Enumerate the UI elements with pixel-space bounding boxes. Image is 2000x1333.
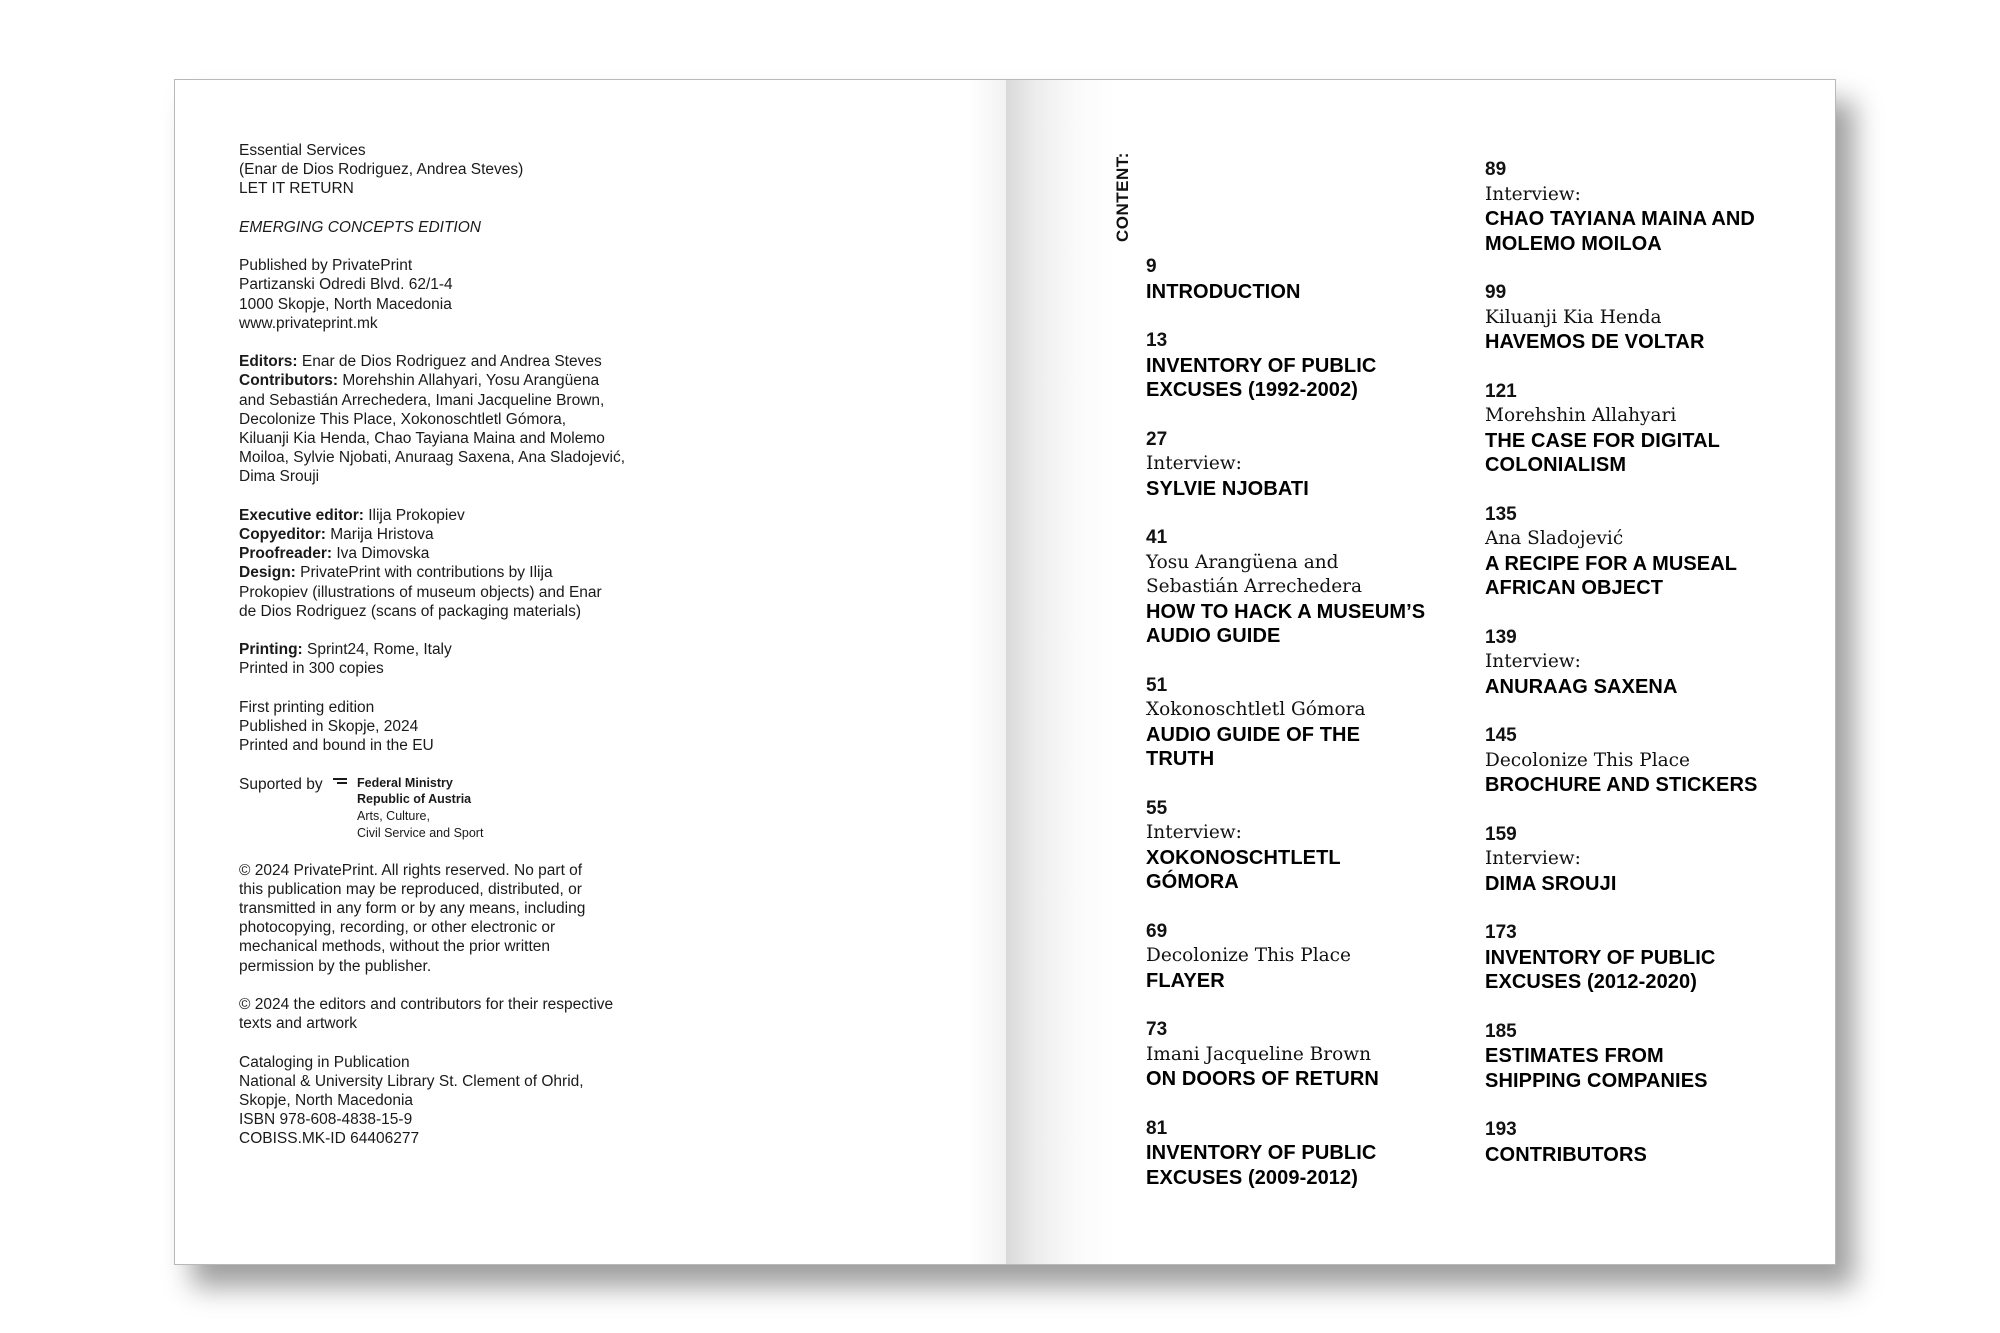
toc-title <box>1485 330 1815 355</box>
toc-title <box>1485 429 1815 478</box>
toc-title-line: INVENTORY OF PUBLIC <box>1146 1142 1377 1164</box>
copyeditor-line <box>239 525 759 544</box>
toc-title-line: THE CASE FOR DIGITAL <box>1485 429 1720 452</box>
toc-page-number: 69 <box>1146 920 1168 942</box>
toc-title-line: HOW TO HACK A MUSEUM’S <box>1146 600 1426 623</box>
publisher-website: www.privateprint.mk <box>239 314 378 332</box>
edition-block <box>239 218 759 237</box>
toc-page-number: 73 <box>1146 1019 1168 1040</box>
toc-author: Ana Sladojević <box>1485 528 1624 549</box>
toc-title-line: BROCHURE AND STICKERS <box>1485 774 1758 796</box>
toc-title-line: EXCUSES (1992-2002) <box>1146 379 1359 401</box>
ministry-department: Arts, Culture, <box>357 809 430 824</box>
proofreader-label: Proofreader: <box>239 545 333 563</box>
toc-title-line: A RECIPE FOR A MUSEAL <box>1485 552 1738 575</box>
executive-editor-line <box>239 506 759 525</box>
toc-title-line: CHAO TAYIANA MAINA AND <box>1485 208 1755 230</box>
imprint-line: Skopje, North Macedonia <box>239 1092 414 1109</box>
rights-contributors-block <box>239 995 759 1033</box>
contents-heading <box>1112 147 1134 247</box>
toc-page-number: 89 <box>1485 159 1507 180</box>
toc-author: Interview: <box>1485 848 1581 869</box>
toc-title-line: GÓMORA <box>1146 871 1239 893</box>
toc-title-line: SHIPPING COMPANIES <box>1485 1069 1708 1092</box>
toc-page-number: 9 <box>1146 256 1157 277</box>
toc-page-number: 139 <box>1485 626 1517 648</box>
toc-entry <box>1485 823 1815 897</box>
toc-title-line: AUDIO GUIDE OF THE <box>1146 723 1361 746</box>
toc-page-number: 13 <box>1146 330 1168 351</box>
supported-by-label: Suported by <box>239 775 323 793</box>
supported-by-block <box>239 775 759 840</box>
toc-title-line: INTRODUCTION <box>1146 280 1301 303</box>
toc-entry <box>1146 329 1476 403</box>
toc-entry <box>1146 920 1476 994</box>
toc-title <box>1146 280 1476 305</box>
toc-entry <box>1485 281 1815 355</box>
toc-column-2 <box>1485 158 1815 1192</box>
contributors-line <box>239 371 759 390</box>
editors-line <box>239 352 759 371</box>
printing-label: Printing: <box>239 641 303 659</box>
imprint-line: Printed and bound in the EU <box>239 737 434 755</box>
cip-block <box>239 1053 759 1149</box>
imprint-line: Essential Services <box>239 142 366 159</box>
toc-author: Morehshin Allahyari <box>1485 405 1677 426</box>
toc-author: Interview: <box>1485 183 1581 205</box>
toc-title-line: ON DOORS OF RETURN <box>1146 1068 1379 1090</box>
toc-title-line: ANURAAG SAXENA <box>1485 675 1678 698</box>
toc-title <box>1485 207 1815 256</box>
imprint-line: Published in Skopje, 2024 <box>239 718 419 735</box>
ministry-logo <box>357 775 483 842</box>
toc-page-number: 135 <box>1485 503 1517 525</box>
imprint-line: Partizanski Odredi Blvd. 62/1-4 <box>239 276 453 294</box>
toc-page-number: 99 <box>1485 282 1507 303</box>
toc-title <box>1485 773 1815 798</box>
toc-title <box>1485 552 1815 601</box>
imprint-line: Kiluanji Kia Henda, Chao Tayiana Maina and Molemo <box>239 430 605 447</box>
toc-title <box>1146 1067 1476 1092</box>
toc-author: Decolonize This Place <box>1146 945 1351 966</box>
toc-entry <box>1485 380 1815 478</box>
toc-author: Kiluanji Kia Henda <box>1485 306 1662 328</box>
toc-title-line: CONTRIBUTORS <box>1485 1143 1647 1166</box>
imprint-line: transmitted in any form or by any means, including <box>239 900 586 917</box>
toc-title <box>1485 675 1815 700</box>
toc-page-number: 27 <box>1146 428 1168 450</box>
toc-title-line: INVENTORY OF PUBLIC <box>1485 946 1716 969</box>
toc-entry <box>1485 1020 1815 1094</box>
toc-entry <box>1485 1118 1815 1167</box>
imprint-line: permission by the publisher. <box>239 957 432 975</box>
toc-title <box>1146 600 1476 649</box>
executive-editor-label: Executive editor: <box>239 506 364 524</box>
toc-title <box>1146 846 1476 895</box>
edition-name: EMERGING CONCEPTS EDITION <box>239 218 481 236</box>
toc-title-line: XOKONOSCHTLETL <box>1146 846 1341 869</box>
toc-author: Yosu Arangüena and <box>1146 551 1339 573</box>
contents-heading-text: CONTENT: <box>1113 152 1132 242</box>
imprint-line: texts and artwork <box>239 1015 358 1033</box>
imprint-line: photocopying, recording, or other electronic or <box>239 919 556 937</box>
imprint-line: this publication may be reproduced, distributed, or <box>239 880 582 898</box>
toc-entry <box>1146 1018 1476 1092</box>
imprint-line: © 2024 PrivatePrint. All rights reserved. No part of <box>239 861 583 879</box>
contributors-value: Morehshin Allahyari, Yosu Arangüena <box>338 372 600 390</box>
toc-page-number: 193 <box>1485 1119 1517 1140</box>
toc-title-line: AUDIO GUIDE <box>1146 625 1281 647</box>
toc-title <box>1146 354 1476 403</box>
toc-title-line: COLONIALISM <box>1485 454 1627 476</box>
toc-title-line: DIMA SROUJI <box>1485 872 1617 895</box>
toc-title <box>1485 872 1815 897</box>
toc-entry <box>1146 797 1476 895</box>
toc-entry <box>1146 674 1476 772</box>
imprint-line: Moiloa, Sylvie Njobati, Anuraag Saxena, Ana Sladojević, <box>239 449 626 467</box>
gutter-shadow <box>967 80 1007 1264</box>
proofreader-line <box>239 544 759 563</box>
imprint-line: Decolonize This Place, Xokonoschtletl Gómora, <box>239 410 567 428</box>
toc-entry <box>1485 626 1815 700</box>
toc-page-number: 51 <box>1146 674 1168 696</box>
copyeditor-value: Marija Hristova <box>325 526 434 543</box>
toc-title <box>1146 477 1476 502</box>
publisher-block <box>239 256 759 333</box>
design-value: PrivatePrint with contributions by Ilija <box>295 564 553 582</box>
toc-page-number: 159 <box>1485 823 1517 845</box>
toc-title <box>1485 946 1815 995</box>
toc-title <box>1485 1143 1815 1168</box>
title-block <box>239 141 759 199</box>
imprint-line: National & University Library St. Clement of Ohrid, <box>239 1072 584 1090</box>
imprint-line: Dima Srouji <box>239 468 320 486</box>
toc-page-number: 121 <box>1485 380 1517 402</box>
left-page-imprint <box>174 79 1006 1265</box>
toc-page-number: 185 <box>1485 1020 1517 1042</box>
toc-entry <box>1146 428 1476 502</box>
ministry-flag-icon <box>333 778 347 788</box>
imprint-line: 1000 Skopje, North Macedonia <box>239 295 452 313</box>
toc-title-line: EXCUSES (2009-2012) <box>1146 1166 1359 1189</box>
toc-page-number: 41 <box>1146 527 1168 548</box>
toc-column-1 <box>1146 255 1476 1215</box>
toc-entry <box>1146 526 1476 649</box>
imprint-line: Cataloging in Publication <box>239 1053 410 1071</box>
design-label: Design: <box>239 564 296 582</box>
credits-block <box>239 352 759 486</box>
imprint-line: de Dios Rodriguez (scans of packaging materials) <box>239 602 582 620</box>
toc-page-number: 145 <box>1485 725 1517 746</box>
edition-info-block <box>239 698 759 756</box>
imprint-line: mechanical methods, without the prior written <box>239 938 551 956</box>
toc-entry <box>1485 921 1815 995</box>
imprint-line: and Sebastián Arrechedera, Imani Jacqueline Brown, <box>239 391 605 409</box>
toc-author: Interview: <box>1146 453 1242 474</box>
toc-title <box>1146 969 1476 994</box>
cobiss-id: COBISS.MK-ID 64406277 <box>239 1130 420 1148</box>
toc-title-line: SYLVIE NJOBATI <box>1146 477 1309 500</box>
toc-title <box>1485 1044 1815 1093</box>
print-run: Printed in 300 copies <box>239 660 384 678</box>
toc-page-number: 173 <box>1485 922 1517 943</box>
rights-block <box>239 861 759 976</box>
imprint-block <box>239 141 759 1168</box>
toc-title <box>1146 723 1476 772</box>
printing-block <box>239 640 759 678</box>
toc-title-line: HAVEMOS DE VOLTAR <box>1485 331 1705 353</box>
toc-author: Sebastián Arrechedera <box>1146 576 1363 597</box>
toc-title-line: ESTIMATES FROM <box>1485 1045 1664 1067</box>
toc-author: Interview: <box>1485 651 1581 672</box>
toc-title-line: TRUTH <box>1146 748 1215 770</box>
toc-title <box>1146 1141 1476 1190</box>
imprint-line: LET IT RETURN <box>239 180 354 198</box>
imprint-line: Prokopiev (illustrations of museum objects) and Enar <box>239 583 602 601</box>
imprint-line: Published by PrivatePrint <box>239 257 413 275</box>
proofreader-value: Iva Dimovska <box>332 545 430 563</box>
toc-entry <box>1485 158 1815 256</box>
toc-page-number: 55 <box>1146 797 1168 819</box>
editors-label: Editors: <box>239 353 298 371</box>
ministry-name: Republic of Austria <box>357 792 472 807</box>
toc-title-line: EXCUSES (2012-2020) <box>1485 971 1698 993</box>
design-line <box>239 563 759 582</box>
toc-entry <box>1485 503 1815 601</box>
toc-author: Decolonize This Place <box>1485 749 1690 771</box>
toc-entry <box>1146 255 1476 304</box>
toc-title-line: INVENTORY OF PUBLIC <box>1146 354 1377 377</box>
staff-block <box>239 506 759 621</box>
imprint-line: (Enar de Dios Rodriguez, Andrea Steves) <box>239 161 524 179</box>
contributors-label: Contributors: <box>239 372 339 390</box>
toc-entry <box>1146 1117 1476 1191</box>
isbn: ISBN 978-608-4838-15-9 <box>239 1111 413 1129</box>
editors-value: Enar de Dios Rodriguez and Andrea Steves <box>297 353 602 371</box>
toc-title-line: FLAYER <box>1146 969 1225 992</box>
toc-page-number: 81 <box>1146 1117 1168 1139</box>
executive-editor-value: Ilija Prokopiev <box>363 506 465 524</box>
toc-title-line: MOLEMO MOILOA <box>1485 232 1662 255</box>
printing-line <box>239 640 759 659</box>
toc-author: Xokonoschtletl Gómora <box>1146 699 1366 720</box>
ministry-name: Federal Ministry <box>357 775 453 790</box>
toc-title-line: AFRICAN OBJECT <box>1485 577 1664 599</box>
copyeditor-label: Copyeditor: <box>239 526 326 543</box>
imprint-line: First printing edition <box>239 698 375 716</box>
toc-author: Interview: <box>1146 822 1242 843</box>
toc-entry <box>1485 724 1815 798</box>
ministry-department: Civil Service and Sport <box>357 825 484 840</box>
imprint-line: © 2024 the editors and contributors for their respective <box>239 996 614 1013</box>
toc-author: Imani Jacqueline Brown <box>1146 1043 1372 1065</box>
printing-value: Sprint24, Rome, Italy <box>302 641 452 659</box>
